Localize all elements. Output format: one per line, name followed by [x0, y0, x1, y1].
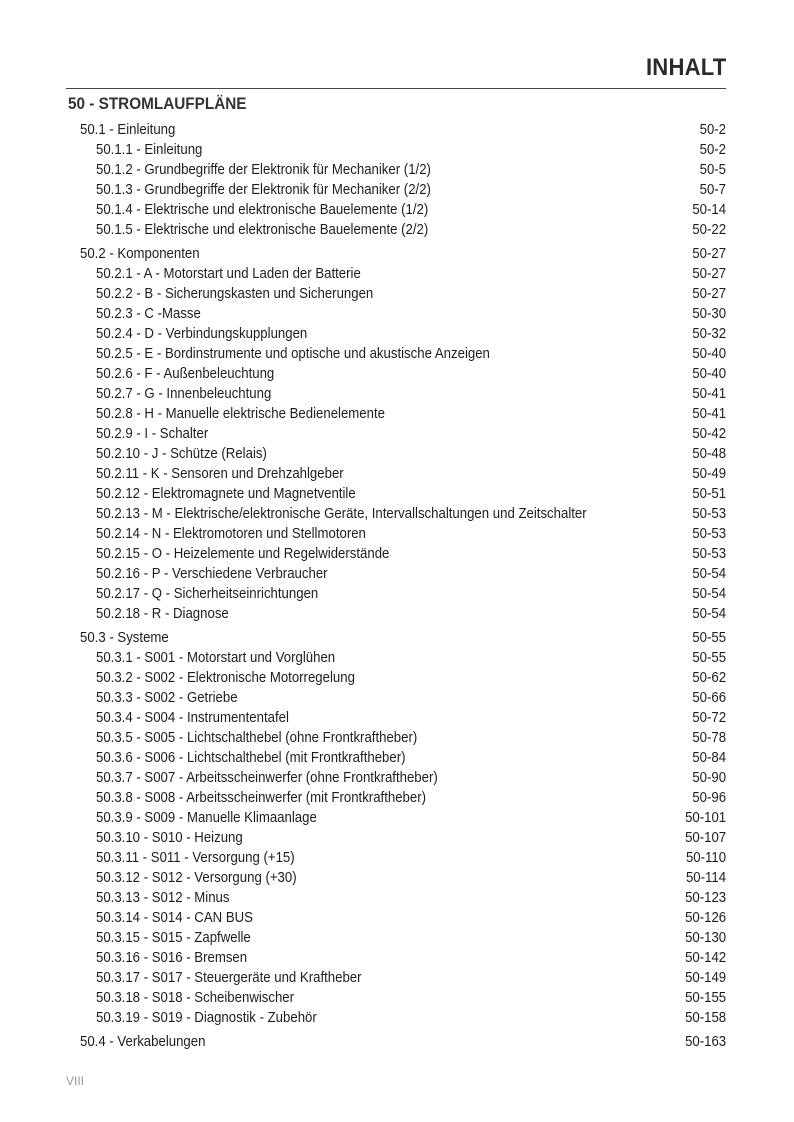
toc-entry-page-number: 50-55 — [692, 630, 726, 646]
toc-entry-title: 50.3.19 - S019 - Diagnostik - Zubehör — [96, 1010, 317, 1026]
toc-entry-title: 50.3.14 - S014 - CAN BUS — [96, 910, 253, 926]
toc-entry[interactable] — [0, 140, 794, 160]
toc-entry-page-number: 50-49 — [692, 466, 726, 482]
toc-entry-title: 50.3.8 - S008 - Arbeitsscheinwerfer (mit Frontkraftheber) — [96, 790, 427, 806]
toc-entry[interactable] — [0, 304, 794, 324]
toc-entry-page-number: 50-163 — [684, 1034, 726, 1050]
toc-entry-title: 50.3.5 - S005 - Lichtschalthebel (ohne Frontkraftheber) — [96, 730, 418, 746]
toc-entry[interactable] — [0, 868, 794, 888]
toc-entry-title: 50.1 - Einleitung — [80, 122, 176, 138]
footer-page-number: VIII — [66, 1074, 85, 1088]
toc-entry[interactable] — [0, 848, 794, 868]
toc-entry-page-number: 50-54 — [692, 566, 726, 582]
toc-entry[interactable] — [0, 200, 794, 220]
toc-entry[interactable] — [0, 604, 794, 624]
toc-entry-page-number: 50-66 — [692, 690, 726, 706]
toc-entry[interactable] — [0, 180, 794, 200]
toc-entry-title: 50.2.14 - N - Elektromotoren und Stellmotoren — [96, 526, 366, 542]
toc-entry-page-number: 50-96 — [692, 790, 726, 806]
toc-entry[interactable] — [0, 748, 794, 768]
toc-entry[interactable] — [0, 444, 794, 464]
toc-section-entry[interactable] — [0, 120, 794, 140]
toc-entry[interactable] — [0, 524, 794, 544]
toc-entry[interactable] — [0, 364, 794, 384]
toc-entry[interactable] — [0, 768, 794, 788]
toc-entry-title: 50.3.3 - S002 - Getriebe — [96, 690, 238, 706]
toc-entry[interactable] — [0, 404, 794, 424]
toc-entry-title: 50.1.4 - Elektrische und elektronische Bauelemente (1/2) — [96, 202, 429, 218]
toc-entry-page-number: 50-114 — [685, 870, 726, 886]
toc-entry-page-number: 50-32 — [692, 326, 726, 342]
toc-entry[interactable] — [0, 464, 794, 484]
toc-entry-page-number: 50-51 — [692, 486, 726, 502]
toc-entry-title: 50.2.5 - E - Bordinstrumente und optische und akustische Anzeigen — [96, 346, 490, 362]
toc-entry-page-number: 50-40 — [692, 366, 726, 382]
toc-section-entry[interactable] — [0, 628, 794, 648]
toc-entry-title: 50.2.16 - P - Verschiedene Verbraucher — [96, 566, 328, 582]
toc-entry-title: 50.2.9 - I - Schalter — [96, 426, 209, 442]
toc-entry[interactable] — [0, 424, 794, 444]
toc-entry[interactable] — [0, 908, 794, 928]
toc-entry-title: 50.2.10 - J - Schütze (Relais) — [96, 446, 267, 462]
toc-entry[interactable] — [0, 928, 794, 948]
toc-entry-title: 50.1.3 - Grundbegriffe der Elektronik für Mechaniker (2/2) — [96, 182, 431, 198]
toc-entry-page-number: 50-48 — [692, 446, 726, 462]
toc-entry[interactable] — [0, 948, 794, 968]
toc-entry-page-number: 50-53 — [692, 526, 726, 542]
toc-entry[interactable] — [0, 584, 794, 604]
toc-entry-page-number: 50-42 — [692, 426, 726, 442]
toc-entry-title: 50.3.18 - S018 - Scheibenwischer — [96, 990, 295, 1006]
toc-entry-page-number: 50-27 — [692, 286, 726, 302]
toc-entry-page-number: 50-142 — [684, 950, 726, 966]
title-divider — [66, 88, 726, 89]
toc-entry[interactable] — [0, 988, 794, 1008]
toc-entry-page-number: 50-41 — [692, 406, 726, 422]
toc-entry-title: 50.3.9 - S009 - Manuelle Klimaanlage — [96, 810, 317, 826]
toc-entry-title: 50.2.2 - B - Sicherungskasten und Sicherungen — [96, 286, 374, 302]
toc-entry[interactable] — [0, 888, 794, 908]
toc-entry[interactable] — [0, 668, 794, 688]
toc-entry[interactable] — [0, 504, 794, 524]
toc-entry[interactable] — [0, 160, 794, 180]
toc-entry-page-number: 50-53 — [692, 506, 726, 522]
toc-entry[interactable] — [0, 220, 794, 240]
toc-entry-title: 50.3.13 - S012 - Minus — [96, 890, 230, 906]
toc-entry-title: 50.2.12 - Elektromagnete und Magnetventile — [96, 486, 356, 502]
toc-entry-page-number: 50-126 — [684, 910, 726, 926]
toc-entry-title: 50.3.10 - S010 - Heizung — [96, 830, 243, 846]
toc-entry[interactable] — [0, 788, 794, 808]
toc-entry-page-number: 50-78 — [692, 730, 726, 746]
toc-entry-title: 50.3.12 - S012 - Versorgung (+30) — [96, 870, 297, 886]
toc-section-entry[interactable] — [0, 1032, 794, 1052]
toc-entry-title: 50.1.2 - Grundbegriffe der Elektronik für Mechaniker (1/2) — [96, 162, 431, 178]
toc-section-entry[interactable] — [0, 244, 794, 264]
toc-entry-title: 50.2.11 - K - Sensoren und Drehzahlgeber — [96, 466, 344, 482]
toc-entry-page-number: 50-41 — [692, 386, 726, 402]
toc-entry[interactable] — [0, 808, 794, 828]
toc-entry-title: 50.4 - Verkabelungen — [80, 1034, 206, 1050]
toc-entry-page-number: 50-54 — [692, 586, 726, 602]
toc-entry[interactable] — [0, 384, 794, 404]
toc-entry-title: 50.2.1 - A - Motorstart und Laden der Batterie — [96, 266, 361, 282]
toc-entry-title: 50.1.5 - Elektrische und elektronische Bauelemente (2/2) — [96, 222, 429, 238]
page-title: INHALT — [645, 54, 726, 81]
toc-entry-page-number: 50-27 — [692, 246, 726, 262]
toc-entry-title: 50.3.11 - S011 - Versorgung (+15) — [96, 850, 295, 866]
toc-entry[interactable] — [0, 688, 794, 708]
toc-entry-title: 50.3.7 - S007 - Arbeitsscheinwerfer (ohne Frontkraftheber) — [96, 770, 438, 786]
toc-entry-page-number: 50-2 — [699, 122, 726, 138]
toc-entry-title: 50.3.15 - S015 - Zapfwelle — [96, 930, 251, 946]
toc-entry-title: 50.1.1 - Einleitung — [96, 142, 203, 158]
toc-entry-title: 50.3.4 - S004 - Instrumententafel — [96, 710, 289, 726]
toc-entry[interactable] — [0, 648, 794, 668]
toc-entry-page-number: 50-110 — [685, 850, 726, 866]
toc-entry-page-number: 50-7 — [699, 182, 726, 198]
toc-entry-page-number: 50-14 — [692, 202, 726, 218]
toc-entry-page-number: 50-53 — [692, 546, 726, 562]
toc-entry[interactable] — [0, 564, 794, 584]
toc-entry-page-number: 50-123 — [684, 890, 726, 906]
toc-entry-page-number: 50-40 — [692, 346, 726, 362]
toc-entry[interactable] — [0, 544, 794, 564]
toc-entry-title: 50.3.1 - S001 - Motorstart und Vorglühen — [96, 650, 336, 666]
toc-entry[interactable] — [0, 1008, 794, 1028]
toc-entry[interactable] — [0, 284, 794, 304]
toc-entry-page-number: 50-101 — [684, 810, 726, 826]
toc-entry-page-number: 50-72 — [692, 710, 726, 726]
toc-entry-page-number: 50-107 — [684, 830, 726, 846]
chapter-title: 50 - STROMLAUFPLÄNE — [68, 94, 247, 113]
toc-entry[interactable] — [0, 968, 794, 988]
toc-entry[interactable] — [0, 484, 794, 504]
toc-entry-title: 50.2.6 - F - Außenbeleuchtung — [96, 366, 275, 382]
toc-entry-title: 50.2.15 - O - Heizelemente und Regelwiderstände — [96, 546, 390, 562]
toc-entry-title: 50.2.13 - M - Elektrische/elektronische Geräte, Intervallschaltungen und Zeitschalter — [96, 506, 587, 522]
toc-entry-page-number: 50-130 — [684, 930, 726, 946]
toc-entry-page-number: 50-158 — [684, 1010, 726, 1026]
toc-entry[interactable] — [0, 324, 794, 344]
toc-entry[interactable] — [0, 828, 794, 848]
toc-entry-title: 50.2.18 - R - Diagnose — [96, 606, 229, 622]
toc-entry-title: 50.3.17 - S017 - Steuergeräte und Kraftheber — [96, 970, 362, 986]
toc-entry-page-number: 50-62 — [692, 670, 726, 686]
toc-entry-page-number: 50-22 — [692, 222, 726, 238]
toc-entry-page-number: 50-54 — [692, 606, 726, 622]
toc-entry-title: 50.2.8 - H - Manuelle elektrische Bedienelemente — [96, 406, 385, 422]
toc-entry[interactable] — [0, 344, 794, 364]
toc-entry-page-number: 50-27 — [692, 266, 726, 282]
toc-entry-page-number: 50-30 — [692, 306, 726, 322]
toc-entry-page-number: 50-84 — [692, 750, 726, 766]
toc-entry-title: 50.3.6 - S006 - Lichtschalthebel (mit Frontkraftheber) — [96, 750, 406, 766]
toc-entry-page-number: 50-90 — [692, 770, 726, 786]
toc-entry-page-number: 50-2 — [699, 142, 726, 158]
toc-entry[interactable] — [0, 728, 794, 748]
toc-entry[interactable] — [0, 264, 794, 284]
toc-entry-title: 50.2.7 - G - Innenbeleuchtung — [96, 386, 272, 402]
toc-entry-title: 50.3.16 - S016 - Bremsen — [96, 950, 248, 966]
toc-entry-title: 50.2 - Komponenten — [80, 246, 200, 262]
toc-entry-title: 50.3.2 - S002 - Elektronische Motorregelung — [96, 670, 355, 686]
toc-entry-page-number: 50-149 — [684, 970, 726, 986]
toc-entry-page-number: 50-5 — [699, 162, 726, 178]
toc-entry-title: 50.3 - Systeme — [80, 630, 169, 646]
toc-entry-title: 50.2.3 - C -Masse — [96, 306, 201, 322]
toc-entry-title: 50.2.4 - D - Verbindungskupplungen — [96, 326, 308, 342]
toc-entry-page-number: 50-155 — [684, 990, 726, 1006]
toc-entry[interactable] — [0, 708, 794, 728]
toc-entry-page-number: 50-55 — [692, 650, 726, 666]
toc-entry-title: 50.2.17 - Q - Sicherheitseinrichtungen — [96, 586, 319, 602]
